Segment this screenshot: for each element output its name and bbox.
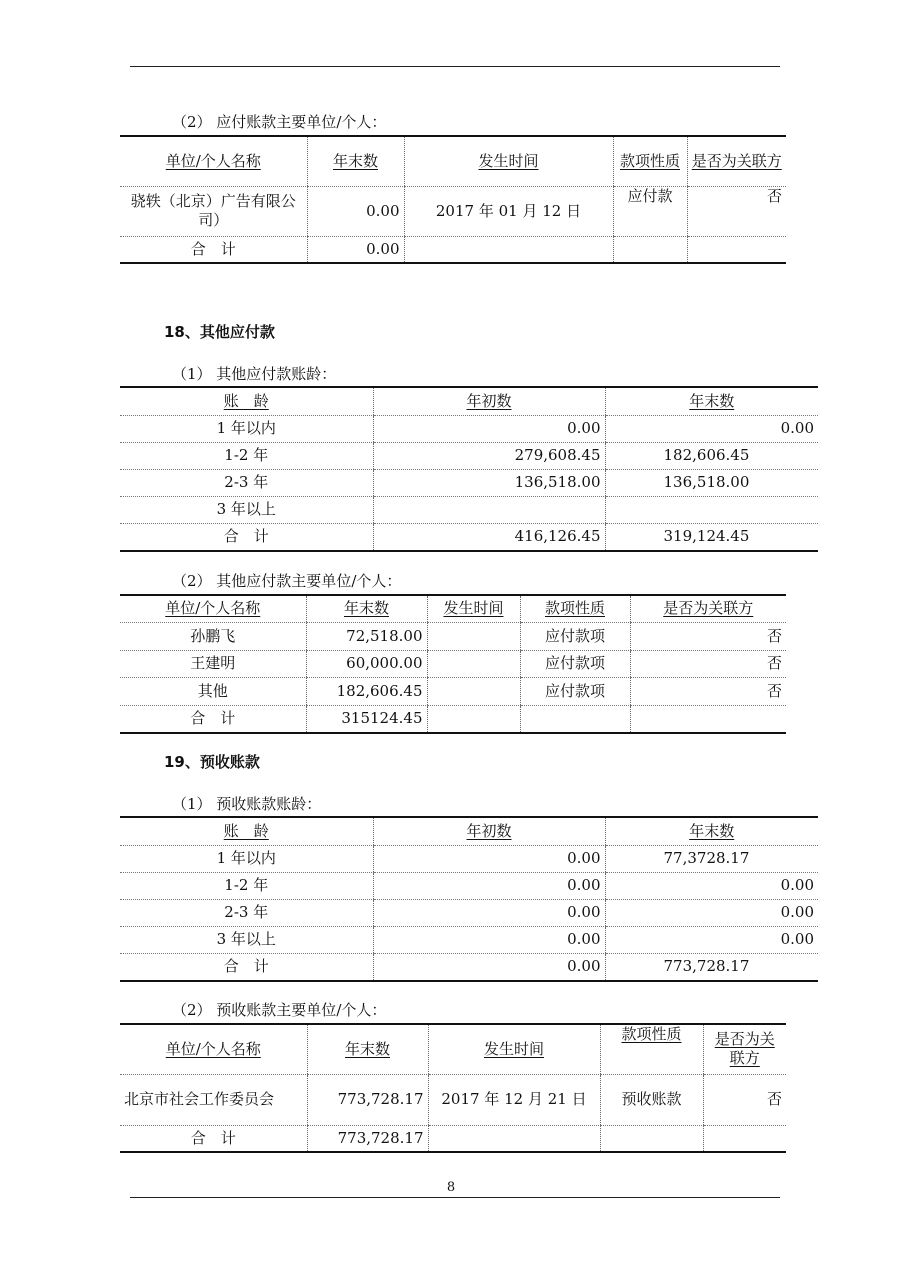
cell-related: 否	[630, 677, 786, 705]
cell-aging: 2-3 年	[120, 469, 373, 496]
cell-nature: 应付款项	[520, 650, 630, 677]
column-header: 年末数	[605, 387, 818, 415]
total-amount: 315124.45	[306, 705, 427, 733]
cell-related: 否	[687, 186, 786, 236]
column-header: 单位/个人名称	[120, 595, 306, 622]
cell-name: 北京市社会工作委员会	[120, 1074, 307, 1125]
total-amount: 0.00	[307, 236, 404, 263]
table-row	[120, 650, 786, 677]
page-number: 8	[446, 1180, 456, 1195]
cell-name: 其他	[120, 677, 306, 705]
column-header: 年末数	[306, 595, 427, 622]
cell-end	[605, 496, 818, 523]
cell-end: 136,518.00	[605, 469, 818, 496]
cell-aging: 1 年以内	[120, 845, 373, 872]
cell-end: 77,3728.17	[605, 845, 818, 872]
cell-aging: 1 年以内	[120, 415, 373, 442]
table-row	[120, 926, 818, 953]
cell-nature: 应付款项	[520, 677, 630, 705]
cell-amount: 773,728.17	[307, 1074, 428, 1125]
column-header: 款项性质	[520, 595, 630, 622]
cell-end: 0.00	[605, 415, 818, 442]
total-row	[120, 953, 818, 981]
total-amount: 773,728.17	[307, 1125, 428, 1152]
column-header: 年末数	[307, 1024, 428, 1074]
column-header: 年初数	[373, 817, 605, 845]
total-end: 773,728.17	[605, 953, 818, 981]
column-header: 发生时间	[428, 1024, 600, 1074]
column-header: 款项性质	[613, 136, 687, 186]
other-payables-main-units-table	[120, 594, 786, 734]
column-header: 是否为关联方	[703, 1024, 786, 1074]
cell-aging: 1-2 年	[120, 872, 373, 899]
table-row	[120, 872, 818, 899]
cell-aging: 3 年以上	[120, 926, 373, 953]
cell-aging: 2-3 年	[120, 899, 373, 926]
cell-date: 2017 年 01 月 12 日	[404, 186, 613, 236]
cell-begin: 0.00	[373, 926, 605, 953]
cell-amount: 0.00	[307, 186, 404, 236]
cell-name: 王建明	[120, 650, 306, 677]
cell-begin: 0.00	[373, 415, 605, 442]
table-row	[120, 899, 818, 926]
cell-begin: 0.00	[373, 872, 605, 899]
cell-related: 否	[630, 650, 786, 677]
column-header: 账 龄	[120, 387, 373, 415]
cell-begin: 136,518.00	[373, 469, 605, 496]
total-label: 合 计	[190, 709, 236, 728]
table-row	[120, 415, 818, 442]
cell-begin: 0.00	[373, 899, 605, 926]
total-begin: 416,126.45	[373, 523, 605, 551]
total-end: 319,124.45	[605, 523, 818, 551]
total-row	[120, 236, 786, 263]
column-header: 发生时间	[404, 136, 613, 186]
footer-rule	[130, 1197, 780, 1198]
table-row	[120, 469, 818, 496]
column-header: 是否为关联方	[630, 595, 786, 622]
cell-amount: 72,518.00	[306, 622, 427, 650]
section-title: 19、预收账款	[164, 753, 260, 771]
total-label: 合 计	[190, 1128, 236, 1147]
cell-name: 骁轶（北京）广告有限公司）	[120, 186, 307, 236]
cell-date: 2017 年 12 月 21 日	[428, 1074, 600, 1125]
subsection-label: （2） 其他应付款主要单位/个人：	[172, 572, 402, 590]
cell-date	[427, 650, 520, 677]
subsection-label: （1） 预收账款账龄：	[172, 795, 322, 813]
table-row	[120, 1074, 786, 1125]
total-begin: 0.00	[373, 953, 605, 981]
column-header: 单位/个人名称	[120, 1024, 307, 1074]
column-header: 单位/个人名称	[120, 136, 307, 186]
cell-nature: 应付款	[613, 186, 687, 236]
cell-end: 0.00	[605, 926, 818, 953]
column-header: 年末数	[605, 817, 818, 845]
cell-amount: 182,606.45	[306, 677, 427, 705]
table-row	[120, 186, 786, 236]
cell-related: 否	[703, 1074, 786, 1125]
column-header: 发生时间	[427, 595, 520, 622]
other-payables-aging-table	[120, 386, 818, 552]
cell-nature: 预收账款	[600, 1074, 703, 1125]
total-label: 合 计	[223, 957, 269, 976]
column-header: 年初数	[373, 387, 605, 415]
cell-amount: 60,000.00	[306, 650, 427, 677]
payables-main-units-table	[120, 135, 786, 264]
column-header: 账 龄	[120, 817, 373, 845]
table-row	[120, 622, 786, 650]
cell-begin: 0.00	[373, 845, 605, 872]
cell-aging: 1-2 年	[120, 442, 373, 469]
cell-begin: 279,608.45	[373, 442, 605, 469]
cell-date	[427, 677, 520, 705]
total-label: 合 计	[223, 527, 269, 546]
section-title: 18、其他应付款	[164, 323, 275, 341]
total-label: 合 计	[190, 239, 236, 258]
table-row	[120, 496, 818, 523]
cell-nature: 应付款项	[520, 622, 630, 650]
subsection-label: （1） 其他应付款账龄：	[172, 365, 337, 383]
column-header: 款项性质	[600, 1024, 703, 1074]
total-row	[120, 1125, 786, 1152]
header-rule	[130, 66, 780, 67]
table-row	[120, 845, 818, 872]
total-row	[120, 705, 786, 733]
total-row	[120, 523, 818, 551]
cell-date	[427, 622, 520, 650]
cell-related: 否	[630, 622, 786, 650]
table-row	[120, 677, 786, 705]
advance-receipts-main-units-table	[120, 1023, 786, 1153]
cell-name: 孙鹏飞	[120, 622, 306, 650]
cell-end: 0.00	[605, 899, 818, 926]
cell-end: 0.00	[605, 872, 818, 899]
table-row	[120, 442, 818, 469]
subsection-label: （2） 应付账款主要单位/个人：	[172, 113, 387, 131]
cell-begin	[373, 496, 605, 523]
cell-end: 182,606.45	[605, 442, 818, 469]
subsection-label: （2） 预收账款主要单位/个人：	[172, 1001, 387, 1019]
column-header: 年末数	[307, 136, 404, 186]
advance-receipts-aging-table	[120, 816, 818, 982]
cell-aging: 3 年以上	[120, 496, 373, 523]
column-header: 是否为关联方	[687, 136, 786, 186]
